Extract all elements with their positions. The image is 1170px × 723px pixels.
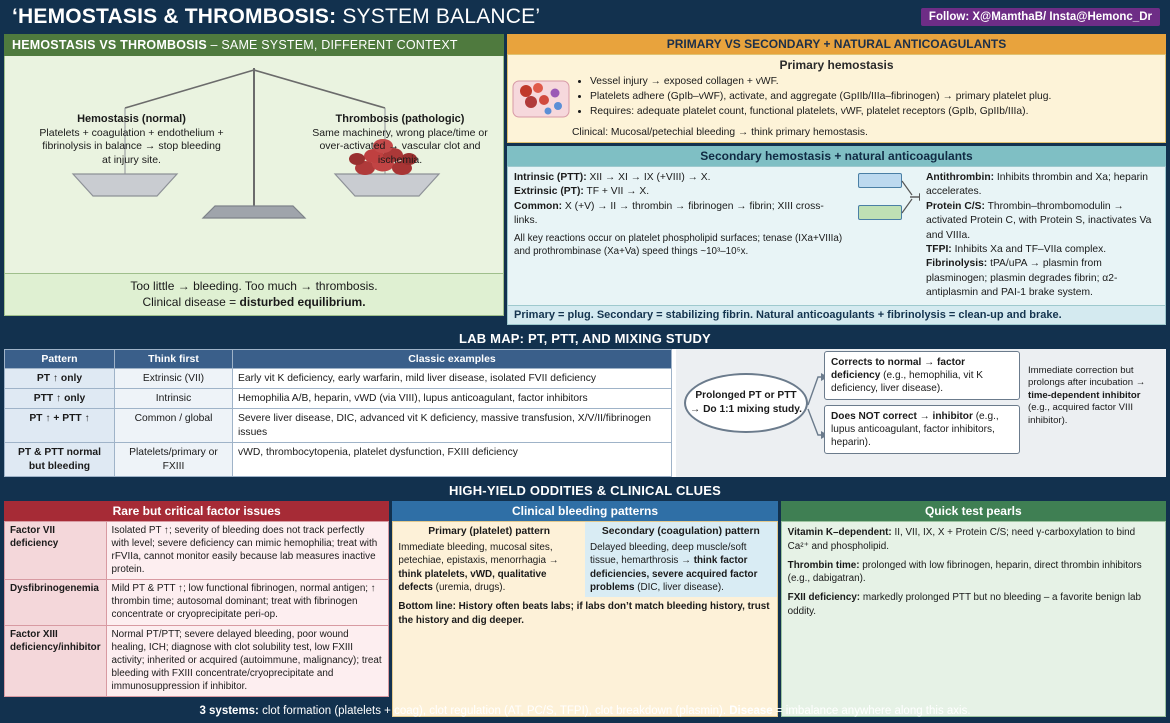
lab-map-table (4, 349, 672, 477)
page-title-bold: ‘HEMOSTASIS & THROMBOSIS: (12, 5, 337, 28)
footer-text-d: = imbalance anywhere along this axis. (775, 705, 971, 718)
thrombosis-label (305, 112, 495, 168)
table-row (5, 389, 672, 409)
anticoag-protein-cs-label: Protein C/S: (926, 200, 985, 212)
mixing-note-c: (e.g., acquired factor VIII inhibitor). (1028, 402, 1134, 426)
mixing-study-diagram (676, 349, 1166, 477)
pathway-note: All key reactions occur on platelet phospholipid surfaces; tenase (IXa+VIIIa) and prothrombinase (Xa+Va) speed things ~10³–10⁵x. (514, 232, 843, 257)
bleeding-primary-pattern (393, 522, 585, 597)
balance-caption-line1: Too little → bleeding. Too much → thrombosis. (130, 279, 378, 293)
anticoag-antithrombin-label: Antithrombin: (926, 172, 995, 183)
rare-factor-header: Rare but critical factor issues (4, 501, 389, 521)
pearl-label: Vitamin K–dependent: (787, 526, 892, 538)
bleeding-pattern-grid (393, 522, 776, 597)
anticoag-tfpi-text: Inhibits Xa and TF–VIIa complex. (951, 244, 1107, 256)
cell-think: Common / global (115, 409, 233, 443)
secondary-hemostasis-box (507, 166, 1166, 306)
pathway-intrinsic-text: XII → XI → IX (+VIII) → X. (586, 172, 711, 183)
anticoagulant-diagram (850, 171, 920, 301)
cell-name: Dysfibrinogenemia (5, 580, 107, 626)
mixing-inhibitor-text: (e.g., lupus anticoagulant, factor inhibitors, heparin). (831, 410, 999, 448)
mixing-corrects-bold: Corrects to normal → factor deficiency (831, 356, 966, 381)
page-header (0, 0, 1170, 34)
pearl-label: FXII deficiency: (787, 592, 861, 604)
balance-caption-line2a: Clinical disease = (142, 295, 240, 310)
balance-header-bold: HEMOSTASIS VS THROMBOSIS (12, 38, 207, 52)
bleeding-primary-text (398, 541, 580, 594)
bleeding-secondary-pattern (585, 522, 777, 597)
mixing-note-a: Immediate correction but prolongs after incubation → (1028, 364, 1146, 389)
bleeding-secondary-text-c: (DIC, liver disease). (634, 581, 724, 593)
balance-caption-line2b: disturbed equilibrium. (239, 295, 366, 310)
mixing-note-b: time-dependent inhibitor (1028, 389, 1141, 401)
cell-pattern: PT & PTT normal but bleeding (5, 443, 115, 477)
bleeding-primary-text-b: think platelets, vWD, qualitative defects (398, 568, 547, 593)
mixing-inhibitor-box (824, 405, 1020, 454)
cell-pattern: PT ↑ only (5, 368, 115, 388)
diagram-connectors (850, 171, 920, 229)
table-row (5, 626, 389, 697)
pearl-text: prolonged with low fibrinogen, heparin, direct thrombin inhibitors (e.g., dabigatran). (787, 559, 1142, 585)
bleeding-patterns-box (392, 521, 777, 718)
bleeding-secondary-text (590, 541, 772, 594)
quick-test-pearls-box (781, 521, 1166, 718)
platelet-vessel-icon (512, 75, 570, 123)
rare-factor-column (4, 501, 389, 698)
pearl-item (788, 526, 1159, 554)
anticoag-antithrombin (926, 171, 1159, 200)
table-row (5, 368, 672, 388)
primary-hemostasis-content (508, 73, 1165, 127)
table-row (5, 443, 672, 477)
table-row (5, 521, 389, 580)
mixing-study-oval: Prolonged PT or PTT → Do 1:1 mixing study. (684, 373, 808, 433)
cell-name: Factor VII deficiency (5, 521, 107, 580)
column-header-pattern: Pattern (5, 349, 115, 368)
thrombosis-label-text: Same machinery, wrong place/time or over-activated → vascular clot and ischemia. (312, 126, 488, 166)
mixing-corrects-box (824, 351, 1020, 400)
footer-text-b: clot formation (platelets + coag), clot regulation (AT, PC/S, TFPI), clot breakdown (plasmin). (262, 705, 730, 718)
anticoag-fibrinolysis-label: Fibrinolysis: (926, 258, 988, 270)
bleeding-bottom-text: History often beats labs; if labs don’t match bleeding history, trust the history and dig deeper. (398, 601, 770, 626)
high-yield-band: HIGH-YIELD ODDITIES & CLINICAL CLUES (4, 480, 1166, 501)
cell-think: Intrinsic (115, 389, 233, 409)
anticoag-antithrombin-text: Inhibits thrombin and Xa; heparin accelerates. (926, 172, 1149, 198)
bleeding-bottom-label: Bottom line: (398, 601, 459, 613)
lab-map-content (4, 349, 1166, 477)
quick-test-pearls-column (781, 501, 1166, 698)
hemostasis-label (39, 112, 224, 168)
primary-secondary-band: PRIMARY VS SECONDARY + NATURAL ANTICOAGULANTS (507, 34, 1166, 54)
hemostasis-label-text: Platelets + coagulation + endothelium + fibrinolysis in balance → stop bleeding at injury site. (39, 126, 224, 166)
balance-caption-line2 (5, 294, 503, 310)
thrombosis-label-title: Thrombosis (pathologic) (335, 113, 465, 125)
anticoag-tfpi-label: TFPI: (926, 244, 952, 256)
cell-examples: Early vit K deficiency, early warfarin, mild liver disease, isolated FVII deficiency (233, 368, 672, 388)
bleeding-patterns-header: Clinical bleeding patterns (392, 501, 777, 521)
bleeding-bottom-line (393, 597, 776, 630)
bleeding-patterns-column (392, 501, 777, 698)
cell-think: Extrinsic (VII) (115, 368, 233, 388)
bleeding-secondary-heading: Secondary (coagulation) pattern (601, 525, 760, 537)
primary-secondary-panel (507, 34, 1166, 325)
pathway-common-label: Common: (514, 200, 563, 212)
cell-description: Normal PT/PTT; severe delayed bleeding, poor wound healing, ICH; diagnose with clot solubility test, low FXIII activity; inherited or acquired (autoimmune, malignancy); treat bleeding with FXIII concentrate/cryoprecipitate and immunosuppression if inhibitor. (106, 626, 389, 697)
bleeding-primary-text-c: (uremia, drugs). (432, 581, 506, 593)
anticoag-fibrinolysis (926, 257, 1159, 300)
cell-name: Factor XIII deficiency/inhibitor (5, 626, 107, 697)
secondary-hemostasis-header: Secondary hemostasis + natural anticoagulants (507, 146, 1166, 166)
list-item: • Platelets adhere (GpIb–vWF), activate, and aggregate (GpIIb/IIIa–fibrinogen) → primary platelet plug. (590, 90, 1159, 105)
anticoag-protein-cs (926, 200, 1159, 243)
secondary-columns (514, 171, 1159, 301)
list-item: • Vessel injury → exposed collagen + vWF. (590, 75, 1159, 90)
cell-description: Isolated PT ↑; severity of bleeding does not track perfectly with level; severe deficiency can mimic hemophilia; treat with rFVIIa, cannot monitor easily because lab measures inactive protein. (106, 521, 389, 580)
cell-pattern: PTT ↑ only (5, 389, 115, 409)
balance-caption (4, 274, 504, 316)
primary-hemostasis-box (507, 54, 1166, 143)
pathway-common-text: X (+V) → II → thrombin → fibrinogen → fibrin; XIII cross-links. (514, 200, 824, 227)
quick-test-pearls-header: Quick test pearls (781, 501, 1166, 521)
bleeding-secondary-text-a: Delayed bleeding, deep muscle/soft tissue, hemarthrosis → (590, 541, 747, 567)
pathway-extrinsic-label: Extrinsic (PT): (514, 186, 584, 198)
top-row (0, 34, 1170, 325)
balance-panel (4, 34, 504, 325)
mixing-corrects-text: (e.g., hemophilia, vit K deficiency, liver disease). (831, 369, 984, 394)
pearl-item (788, 591, 1159, 619)
balance-panel-header (4, 34, 504, 56)
mixing-study-note (1028, 365, 1146, 427)
cell-think: Platelets/primary or FXIII (115, 443, 233, 477)
pathway-intrinsic-label: Intrinsic (PTT): (514, 172, 587, 183)
column-header-think-first: Think first (115, 349, 233, 368)
mixing-inhibitor-bold: Does NOT correct → inhibitor (831, 410, 973, 422)
table-row (5, 580, 389, 626)
primary-clinical-note: Clinical: Mucosal/petechial bleeding → think primary hemostasis. (572, 127, 868, 138)
primary-hemostasis-title: Primary hemostasis (779, 58, 894, 72)
page-title (12, 5, 540, 29)
anticoag-fibrinolysis-text: tPA/uPA → plasmin from plasminogen; plasmin degrades fibrin; α2-antiplasmin and PAI-1 brake system. (926, 258, 1118, 299)
pearl-text: II, VII, IX, X + Protein C/S; need γ-carboxylation to bind Ca²⁺ and phospholipid. (787, 526, 1136, 552)
cell-examples: vWD, thrombocytopenia, platelet dysfunction, FXIII deficiency (233, 443, 672, 477)
footer-label-a: 3 systems: (199, 705, 263, 718)
pathway-extrinsic (514, 185, 844, 199)
page-title-thin: SYSTEM BALANCE’ (336, 5, 541, 28)
column-header-classic-examples: Classic examples (233, 349, 672, 368)
list-item: • Requires: adequate platelet count, functional platelets, vWF, platelet receptors (GpIb, GpIIb/IIIa). (590, 105, 1159, 120)
pearl-label: Thrombin time: (787, 559, 860, 571)
secondary-summary: Primary = plug. Secondary = stabilizing fibrin. Natural anticoagulants + fibrinolysis = clean-up and brake. (507, 306, 1166, 325)
bleeding-secondary-text-b: think factor deficiencies, severe acquired factor problems (590, 555, 758, 593)
balance-header-sub: – SAME SYSTEM, DIFFERENT CONTEXT (206, 38, 458, 52)
pearl-text: markedly prolonged PTT but no bleeding – a favorite benign lab oddity. (787, 592, 1141, 618)
bleeding-primary-text-a: Immediate bleeding, mucosal sites, petechiae, epistaxis, menorrhagia → (398, 541, 559, 567)
hemostasis-label-title: Hemostasis (normal) (77, 113, 186, 125)
anticoag-protein-cs-text: Thrombin–thrombomodulin → activated Protein C, with Protein S, inactivates Va and VIIIa. (926, 200, 1152, 241)
primary-bullet-list (576, 75, 1159, 123)
cell-description: Mild PT & PTT ↑; low functional fibrinogen, normal antigen; ↑ thrombin time; autosomal dominant; treat with fibrinogen concentrate or cryoprecipitate peri-op. (106, 580, 389, 626)
table-header-row (5, 349, 672, 368)
pathway-intrinsic (514, 171, 844, 185)
follow-badge[interactable]: Follow: X@MamthaB/ Insta@Hemonc_Dr (921, 8, 1160, 26)
pearl-item (788, 559, 1159, 587)
high-yield-columns (4, 501, 1166, 698)
pathways-column (514, 171, 844, 301)
table-row (5, 409, 672, 443)
rare-factor-table (4, 521, 389, 698)
natural-anticoagulants-column (926, 171, 1159, 301)
bleeding-primary-heading: Primary (platelet) pattern (428, 525, 551, 537)
footer-label-c: Disease (729, 705, 776, 718)
pathway-common (514, 200, 844, 229)
cell-pattern: PT ↑ + PTT ↑ (5, 409, 115, 443)
pathway-extrinsic-text: TF + VII → X. (583, 186, 650, 198)
cell-examples: Hemophilia A/B, heparin, vWD (via VIII), lupus anticoagulant, factor inhibitors (233, 389, 672, 409)
anticoag-tfpi (926, 243, 1159, 257)
lab-map-band: LAB MAP: PT, PTT, AND MIXING STUDY (4, 328, 1166, 349)
balance-illustration (4, 56, 504, 274)
lab-map-section (0, 328, 1170, 477)
cell-examples: Severe liver disease, DIC, advanced vit K deficiency, massive transfusion, X/V/II/fibrinogen issues (233, 409, 672, 443)
